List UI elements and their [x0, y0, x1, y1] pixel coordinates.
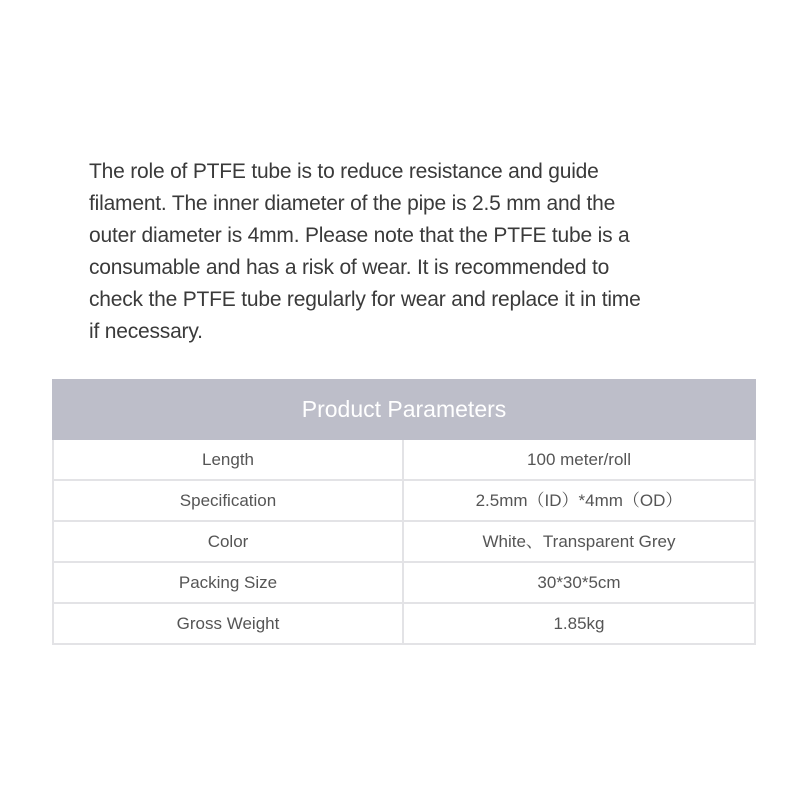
- param-value-packing-size: 30*30*5cm: [537, 573, 621, 592]
- param-value-color: White、Transparent Grey: [482, 532, 676, 551]
- description-line: if necessary.: [89, 320, 203, 343]
- param-label-length: Length: [54, 440, 404, 479]
- description-line: consumable and has a risk of wear. It is recommended to: [89, 256, 610, 279]
- table-row: [54, 481, 754, 522]
- table-title: Product Parameters: [52, 379, 756, 440]
- table-row: [54, 522, 754, 563]
- description-line: check the PTFE tube regularly for wear and replace it in time: [89, 288, 641, 311]
- description-line: The role of PTFE tube is to reduce resistance and guide: [89, 160, 599, 183]
- param-label-gross-weight: Gross Weight: [54, 604, 404, 643]
- description-line: filament. The inner diameter of the pipe is 2.5 mm and the: [89, 192, 616, 215]
- param-value-length: 100 meter/roll: [527, 450, 631, 469]
- param-value-gross-weight: 1.85kg: [553, 614, 605, 633]
- table-row: [54, 563, 754, 604]
- param-label-packing-size: Packing Size: [54, 563, 404, 602]
- table-body: [52, 440, 756, 645]
- param-label-color: Color: [54, 522, 404, 561]
- description-line: outer diameter is 4mm. Please note that the PTFE tube is a: [89, 224, 630, 247]
- param-label-specification: Specification: [54, 481, 404, 520]
- product-description: [89, 156, 729, 348]
- table-row: [54, 440, 754, 481]
- param-value-specification: 2.5mm（ID）*4mm（OD）: [475, 491, 683, 510]
- table-row: [54, 604, 754, 645]
- product-parameters-table: [52, 379, 756, 645]
